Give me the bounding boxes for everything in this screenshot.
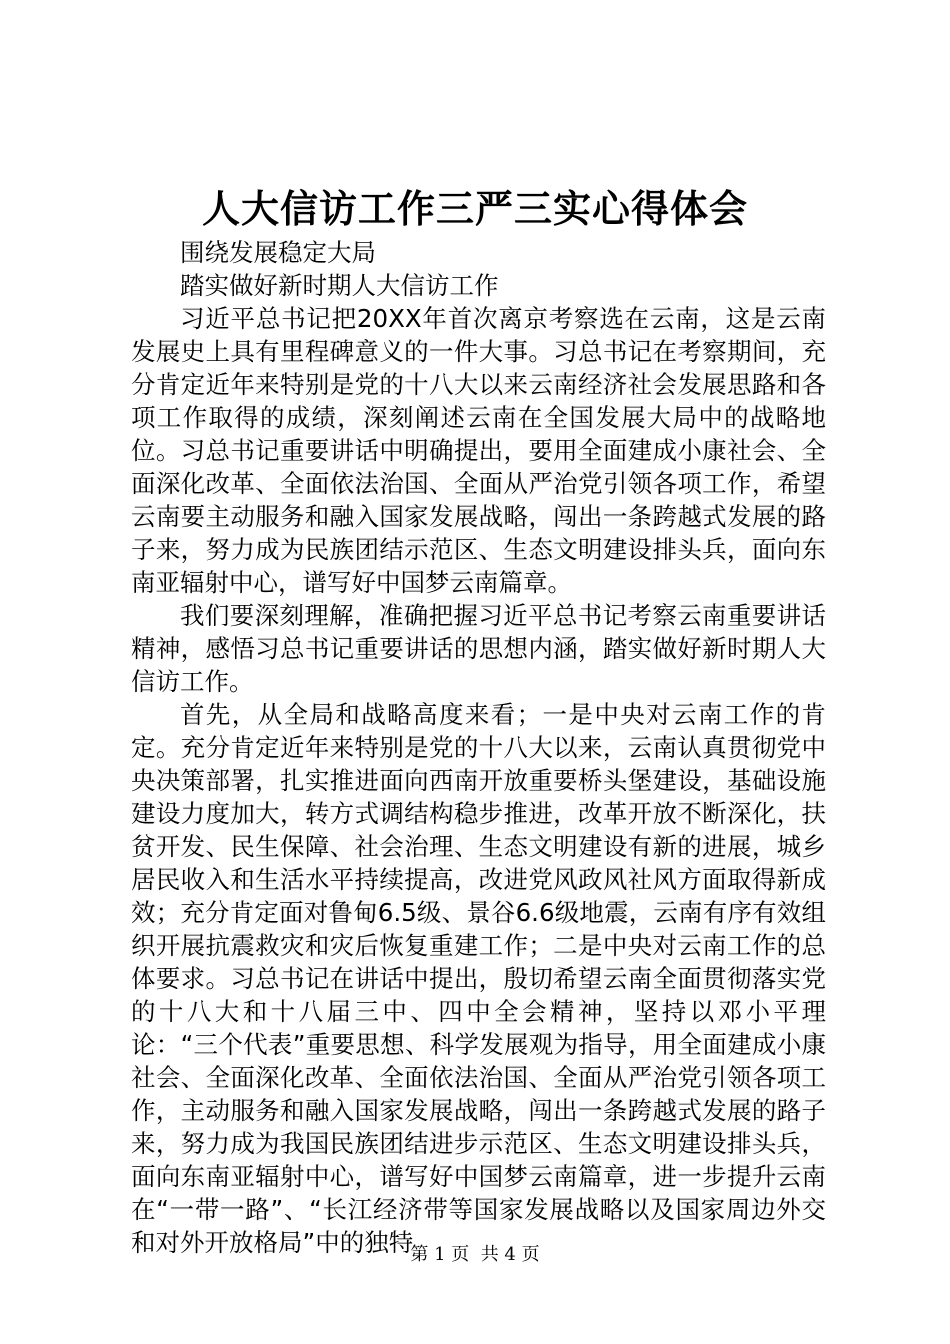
page-number-label: 第 1 页 共 4 页 <box>410 1244 540 1265</box>
body-paragraph: 我们要深刻理解，准确把握习近平总书记考察云南重要讲话精神，感悟习总书记重要讲话的思想内涵，踏实做好新时期人大信访工作。 <box>131 601 826 696</box>
subtitle-line-2: 踏实做好新时期人大信访工作 <box>180 271 499 300</box>
page-footer <box>0 1243 950 1267</box>
document-body <box>131 236 826 1259</box>
body-paragraph: 习近平总书记把20XX年首次离京考察选在云南，这是云南发展史上具有里程碑意义的一件大事。习总书记在考察期间，充分肯定近年来特别是党的十八大以来云南经济社会发展思路和各项工作取得的成绩，深刻阐述云南在全国发展大局中的战略地位。习总书记重要讲话中明确提出，要用全面建成小康社会、全面深化改革、全面依法治国、全面从严治党引领各项工作，希望云南要主动服务和融入国家发展战略，闯出一条跨越式发展的路子来，努力成为民族团结示范区、生态文明建设排头兵，面向东南亚辐射中心，谱写好中国梦云南篇章。 <box>131 304 826 597</box>
body-paragraph: 首先，从全局和战略高度来看；一是中央对云南工作的肯定。充分肯定近年来特别是党的十八大以来，云南认真贯彻党中央决策部署，扎实推进面向西南开放重要桥头堡建设，基础设施建设力度加大，转方式调结构稳步推进，改革开放不断深化，扶贫开发、民生保障、社会治理、生态文明建设有新的进展，城乡居民收入和生活水平持续提高，改进党风政风社风方面取得新成效；充分肯定面对鲁甸6.5级、景谷6.6级地震，云南有序有效组织开展抗震救灾和灾后恢复重建工作；二是中央对云南工作的总体要求。习总书记在讲话中提出，殷切希望云南全面贯彻落实党的十八大和十八届三中、四中全会精神，坚持以邓小平理论：“三个代表”重要思想、科学发展观为指导，用全面建成小康社会、全面深化改革、全面依法治国、全面从严治党引领各项工作，主动服务和融入国家发展战略，闯出一条跨越式发展的路子来，努力成为我国民族团结进步示范区、生态文明建设排头兵，面向东南亚辐射中心，谱写好中国梦云南篇章，进一步提升云南在“一带一路”、“长江经济带等国家发展战略以及国家周边外交和对外开放格局”中的独特 <box>131 700 826 1257</box>
document-title: 人大信访工作三严三实心得体会 <box>201 186 748 231</box>
subtitle-line-1: 围绕发展稳定大局 <box>180 238 376 267</box>
